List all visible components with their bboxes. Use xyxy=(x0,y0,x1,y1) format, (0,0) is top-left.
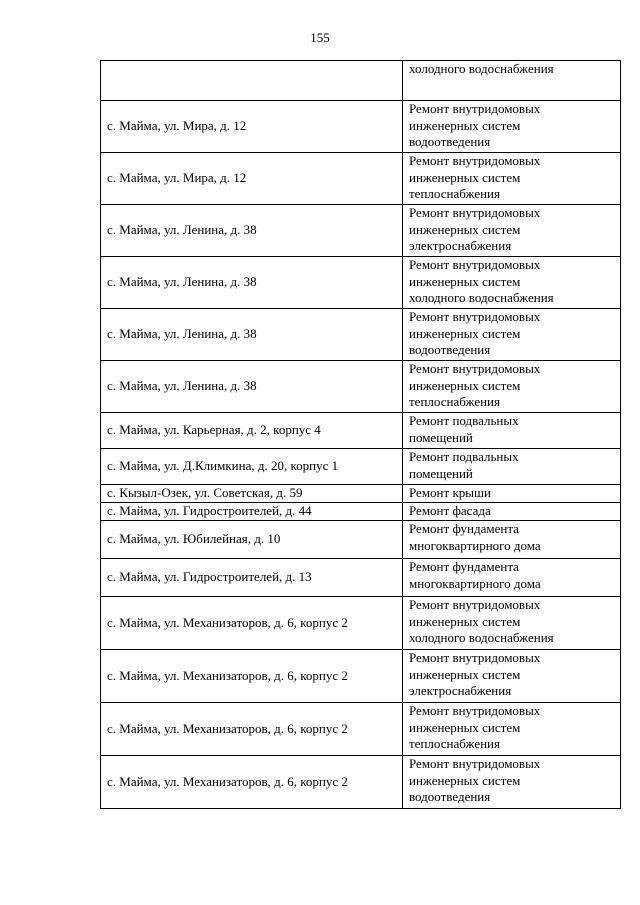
work-type-line: Ремонт фундамента xyxy=(409,559,519,574)
work-type-cell xyxy=(403,61,621,101)
work-type-line: помещений xyxy=(409,429,473,445)
work-type-line: Ремонт подвальных xyxy=(409,413,519,428)
table-row xyxy=(101,153,621,205)
work-type-line: инженерных систем xyxy=(409,719,521,735)
work-type-line: водоотведения xyxy=(409,134,491,149)
address-cell: с. Майма, ул. Юбилейная, д. 10 xyxy=(101,521,403,559)
address-cell xyxy=(101,61,403,101)
work-type-line: Ремонт внутридомовых xyxy=(409,756,541,771)
table-row xyxy=(101,61,621,101)
table-row xyxy=(101,703,621,756)
work-type-cell xyxy=(403,413,621,449)
work-type-line: Ремонт внутридомовых xyxy=(409,361,541,376)
address-cell: с. Майма, ул. Ленина, д. 38 xyxy=(101,361,403,413)
work-type-cell xyxy=(403,703,621,756)
work-type-line: многоквартирного дома xyxy=(409,575,541,591)
table-row xyxy=(101,485,621,503)
work-type-cell xyxy=(403,559,621,597)
work-type-line: Ремонт внутридомовых xyxy=(409,650,541,665)
work-type-cell xyxy=(403,257,621,309)
work-type-cell xyxy=(403,101,621,153)
work-type-cell xyxy=(403,153,621,205)
table-row xyxy=(101,413,621,449)
work-type-cell xyxy=(403,485,621,503)
work-type-line: Ремонт фасада xyxy=(409,503,491,518)
address-cell: с. Майма, ул. Механизаторов, д. 6, корпус 2 xyxy=(101,703,403,756)
address-cell: с. Майма, ул. Механизаторов, д. 6, корпус 2 xyxy=(101,650,403,703)
work-type-line: помещений xyxy=(409,465,473,481)
work-type-cell xyxy=(403,650,621,703)
work-type-cell xyxy=(403,521,621,559)
address-cell: с. Майма, ул. Гидростроителей, д. 44 xyxy=(101,503,403,521)
table-row xyxy=(101,361,621,413)
table-row xyxy=(101,756,621,809)
work-type-cell xyxy=(403,597,621,650)
work-type-cell xyxy=(403,309,621,361)
work-type-line: инженерных систем xyxy=(409,613,521,629)
work-type-line: теплоснабжения xyxy=(409,394,500,409)
work-type-line: инженерных систем xyxy=(409,666,521,682)
works-table-body xyxy=(101,61,621,809)
work-type-line: многоквартирного дома xyxy=(409,537,541,553)
work-type-line: водоотведения xyxy=(409,342,491,357)
work-type-line: инженерных систем xyxy=(409,772,521,788)
work-type-line: Ремонт внутридомовых xyxy=(409,153,541,168)
table-row xyxy=(101,449,621,485)
work-type-line: электроснабжения xyxy=(409,238,512,253)
work-type-cell xyxy=(403,205,621,257)
address-cell: с. Майма, ул. Мира, д. 12 xyxy=(101,101,403,153)
address-cell: с. Майма, ул. Ленина, д. 38 xyxy=(101,309,403,361)
work-type-line: Ремонт внутридомовых xyxy=(409,703,541,718)
work-type-line: инженерных систем xyxy=(409,325,521,341)
work-type-line: Ремонт внутридомовых xyxy=(409,101,541,116)
work-type-line: Ремонт фундамента xyxy=(409,521,519,536)
work-type-line: инженерных систем xyxy=(409,221,521,237)
work-type-line: Ремонт подвальных xyxy=(409,449,519,464)
work-type-line: Ремонт внутридомовых xyxy=(409,205,541,220)
work-type-line: водоотведения xyxy=(409,789,491,804)
work-type-line: электроснабжения xyxy=(409,683,512,698)
table-row xyxy=(101,597,621,650)
table-row xyxy=(101,101,621,153)
work-type-cell xyxy=(403,756,621,809)
work-type-line: холодного водоснабжения xyxy=(409,61,554,76)
table-row xyxy=(101,650,621,703)
work-type-cell xyxy=(403,361,621,413)
table-row xyxy=(101,205,621,257)
address-cell: с. Майма, ул. Гидростроителей, д. 13 xyxy=(101,559,403,597)
work-type-line: инженерных систем xyxy=(409,273,521,289)
table-row xyxy=(101,521,621,559)
work-type-line: инженерных систем xyxy=(409,377,521,393)
work-type-cell xyxy=(403,449,621,485)
address-cell: с. Майма, ул. Мира, д. 12 xyxy=(101,153,403,205)
table-row xyxy=(101,309,621,361)
work-type-line: Ремонт крыши xyxy=(409,485,491,500)
address-cell: с. Майма, ул. Механизаторов, д. 6, корпус 2 xyxy=(101,756,403,809)
table-row xyxy=(101,257,621,309)
work-type-cell xyxy=(403,503,621,521)
page-number: 155 xyxy=(310,30,330,45)
address-cell: с. Майма, ул. Ленина, д. 38 xyxy=(101,205,403,257)
work-type-line: Ремонт внутридомовых xyxy=(409,309,541,324)
table-row xyxy=(101,503,621,521)
address-cell: с. Майма, ул. Карьерная, д. 2, корпус 4 xyxy=(101,413,403,449)
work-type-line: теплоснабжения xyxy=(409,186,500,201)
address-cell: с. Майма, ул. Ленина, д. 38 xyxy=(101,257,403,309)
work-type-line: холодного водоснабжения xyxy=(409,630,554,645)
address-cell: с. Кызыл-Озек, ул. Советская, д. 59 xyxy=(101,485,403,503)
table-row xyxy=(101,559,621,597)
address-cell: с. Майма, ул. Механизаторов, д. 6, корпус 2 xyxy=(101,597,403,650)
address-cell: с. Майма, ул. Д.Климкина, д. 20, корпус 1 xyxy=(101,449,403,485)
work-type-line: Ремонт внутридомовых xyxy=(409,257,541,272)
work-type-line: теплоснабжения xyxy=(409,736,500,751)
works-table xyxy=(100,60,621,809)
work-type-line: инженерных систем xyxy=(409,169,521,185)
work-type-line: Ремонт внутридомовых xyxy=(409,597,541,612)
work-type-line: холодного водоснабжения xyxy=(409,290,554,305)
work-type-line: инженерных систем xyxy=(409,117,521,133)
